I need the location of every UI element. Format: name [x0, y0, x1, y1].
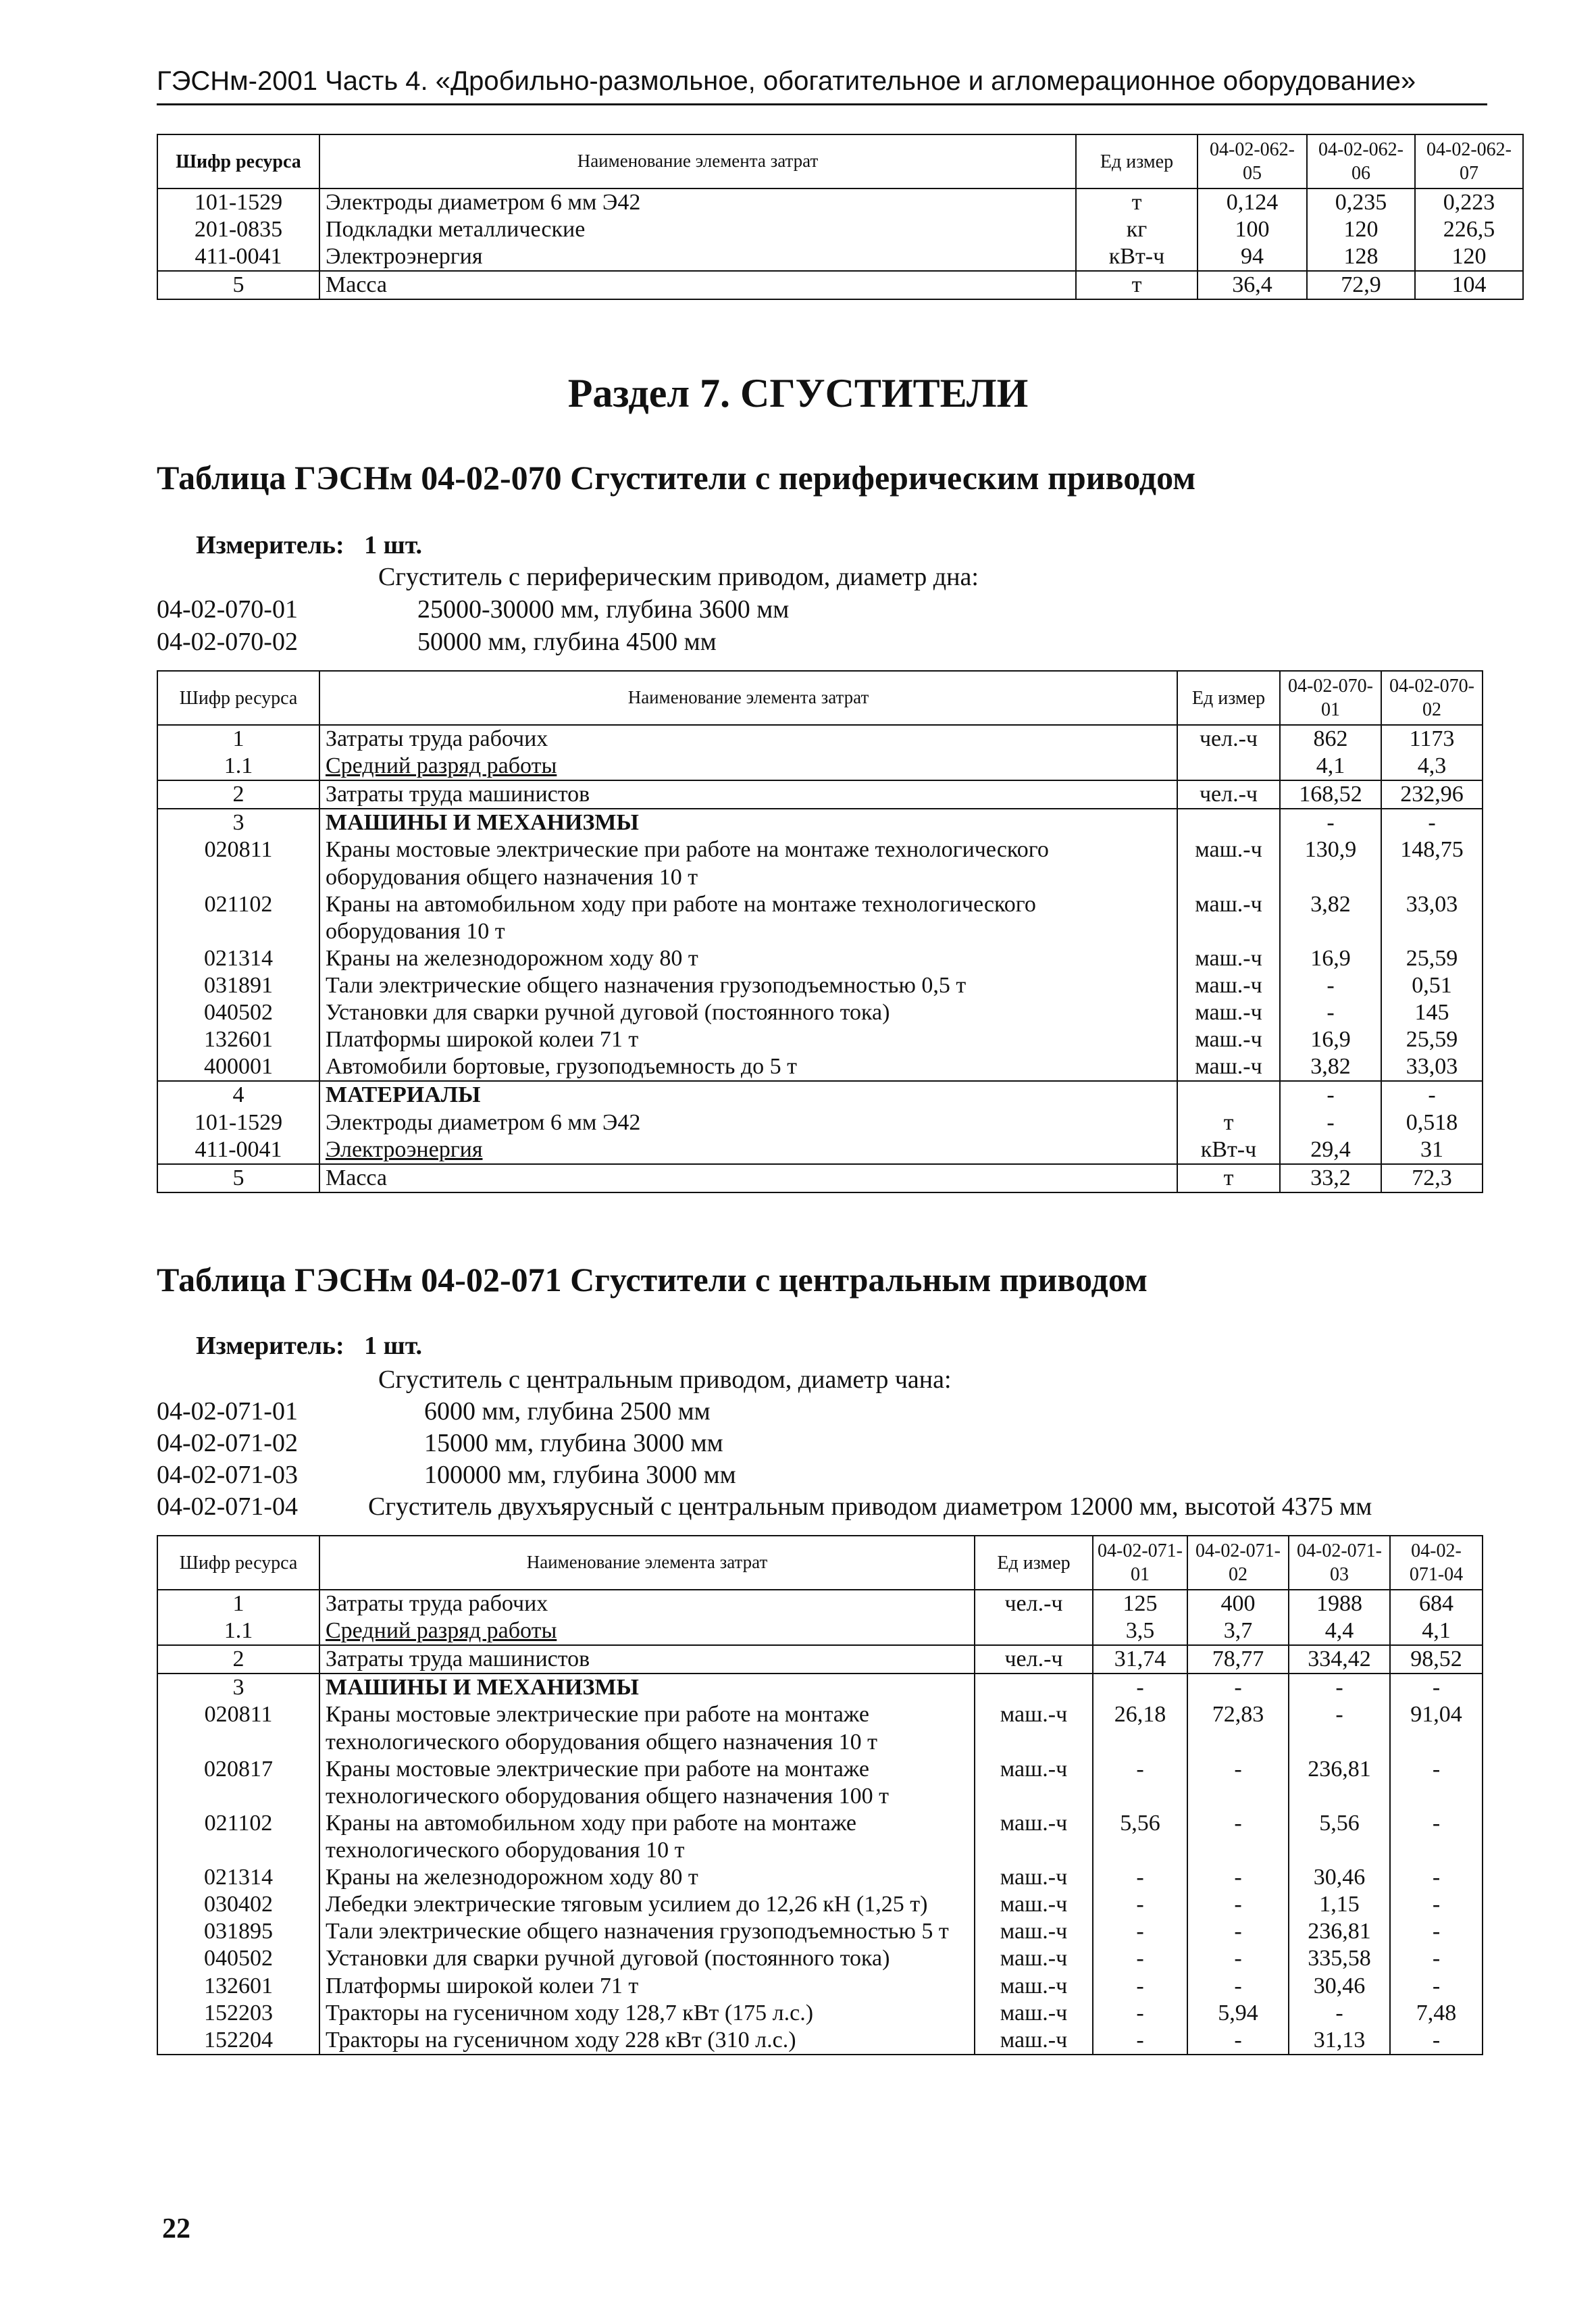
table-row: [157, 1109, 1483, 1136]
table-04-02-062-continuation: [157, 134, 1524, 300]
value: -: [1390, 1973, 1483, 2000]
value: 29,4: [1280, 1136, 1381, 1164]
header-code: Шифр ресурса: [157, 1536, 319, 1590]
resource-code: 101-1529: [157, 188, 319, 216]
value: -: [1187, 2027, 1289, 2055]
value: 1988: [1289, 1590, 1390, 1617]
resource-code: 2: [157, 780, 319, 809]
unit: т: [1076, 271, 1198, 299]
resource-code: 030402: [157, 1891, 319, 1918]
variant-code: 04-02-070-02: [157, 628, 298, 656]
table-header-row: [157, 1536, 1483, 1590]
value: -: [1187, 1810, 1289, 1864]
value: -: [1187, 1945, 1289, 1972]
value: -: [1289, 2000, 1390, 2027]
resource-name: Затраты труда рабочих: [319, 725, 1177, 753]
table-row: [157, 1026, 1483, 1053]
value: 31,74: [1093, 1645, 1187, 1674]
resource-name: Средний разряд работы: [319, 753, 1177, 780]
value: 33,2: [1280, 1164, 1381, 1192]
value: 33,03: [1381, 1053, 1483, 1081]
resource-code: 152204: [157, 2027, 319, 2055]
value: -: [1280, 1081, 1381, 1109]
resource-name: Лебедки электрические тяговым усилием до 12,26 кН (1,25 т): [319, 1891, 975, 1918]
unit: маш.-ч: [975, 1918, 1093, 1945]
resource-code: 021102: [157, 1810, 319, 1864]
measure-label: Измеритель:: [196, 531, 344, 559]
value: -: [1093, 1918, 1187, 1945]
table-row: [157, 2027, 1483, 2055]
resource-code: 020811: [157, 1701, 319, 1755]
resource-name: МАШИНЫ И МЕХАНИЗМЫ: [319, 1674, 975, 1701]
resource-code: 021314: [157, 1864, 319, 1891]
header-col-1: 04-02-071-01: [1093, 1536, 1187, 1590]
value: 16,9: [1280, 945, 1381, 972]
table-row: [157, 1136, 1483, 1164]
resource-name: Электроэнергия: [319, 243, 1076, 271]
value: 30,46: [1289, 1864, 1390, 1891]
resource-code: 5: [157, 271, 319, 299]
resource-name: Краны на железнодорожном ходу 80 т: [319, 945, 1177, 972]
table-row: [157, 945, 1483, 972]
table-row: [157, 1810, 1483, 1864]
table-row: [157, 999, 1483, 1026]
unit: маш.-ч: [1177, 972, 1280, 999]
unit: маш.-ч: [1177, 999, 1280, 1026]
resource-name: Масса: [319, 271, 1076, 299]
resource-name: Тали электрические общего назначения грузоподъемностью 0,5 т: [319, 972, 1177, 999]
resource-name: Затраты труда машинистов: [319, 1645, 975, 1674]
value: 0,223: [1415, 188, 1523, 216]
table-row: [157, 1918, 1483, 1945]
unit: маш.-ч: [975, 1756, 1093, 1810]
unit: кВт-ч: [1076, 243, 1198, 271]
value: -: [1093, 1945, 1187, 1972]
unit: чел.-ч: [1177, 725, 1280, 753]
measure-070: [196, 530, 422, 560]
unit: т: [1177, 1109, 1280, 1136]
value: -: [1390, 1674, 1483, 1701]
variant-text: 25000-30000 мм, глубина 3600 мм: [417, 595, 790, 624]
resource-name: Тракторы на гусеничном ходу 228 кВт (310 л.с.): [319, 2027, 975, 2055]
value: -: [1187, 1891, 1289, 1918]
resource-code: 020811: [157, 836, 319, 890]
value: -: [1280, 999, 1381, 1026]
header-col-4: 04-02-071-04: [1390, 1536, 1483, 1590]
resource-code: 132601: [157, 1026, 319, 1053]
resource-name: Установки для сварки ручной дуговой (постоянного тока): [319, 1945, 975, 1972]
value: 400: [1187, 1590, 1289, 1617]
value: 128: [1307, 243, 1415, 271]
value: 72,83: [1187, 1701, 1289, 1755]
resource-name: Затраты труда рабочих: [319, 1590, 975, 1617]
unit: маш.-ч: [1177, 1026, 1280, 1053]
value: -: [1390, 1918, 1483, 1945]
table-row: [157, 188, 1523, 216]
resource-code: 400001: [157, 1053, 319, 1081]
table-row: [157, 1617, 1483, 1645]
table-row: [157, 1081, 1483, 1109]
resource-code: 020817: [157, 1756, 319, 1810]
value: 4,1: [1390, 1617, 1483, 1645]
table-row: [157, 780, 1483, 809]
header-name: Наименование элемента затрат: [319, 1536, 975, 1590]
table-row: [157, 1945, 1483, 1972]
value: 94: [1198, 243, 1307, 271]
value: 91,04: [1390, 1701, 1483, 1755]
unit: т: [1177, 1164, 1280, 1192]
table-row: [157, 809, 1483, 836]
value: -: [1093, 2000, 1187, 2027]
variant-text: 15000 мм, глубина 3000 мм: [424, 1429, 723, 1457]
resource-name: Тали электрические общего назначения грузоподъемностью 5 т: [319, 1918, 975, 1945]
value: -: [1093, 1674, 1187, 1701]
value: -: [1390, 1756, 1483, 1810]
value: 100: [1198, 216, 1307, 243]
table-title-070: Таблица ГЭСНм 04-02-070 Сгустители с периферическим приводом: [157, 459, 1196, 497]
variant-code: 04-02-071-02: [157, 1429, 298, 1457]
value: 31: [1381, 1136, 1483, 1164]
unit: маш.-ч: [1177, 836, 1280, 890]
header-unit: Ед измер: [1076, 134, 1198, 188]
resource-code: 031895: [157, 1918, 319, 1945]
table-04-02-070: [157, 670, 1483, 1193]
resource-code: 031891: [157, 972, 319, 999]
value: -: [1390, 1810, 1483, 1864]
table-title-071: Таблица ГЭСНм 04-02-071 Сгустители с центральным приводом: [157, 1261, 1148, 1299]
value: 4,1: [1280, 753, 1381, 780]
value: 98,52: [1390, 1645, 1483, 1674]
value: 36,4: [1198, 271, 1307, 299]
header-col-3: 04-02-071-03: [1289, 1536, 1390, 1590]
table-row: [157, 243, 1523, 271]
value: 232,96: [1381, 780, 1483, 809]
unit: маш.-ч: [975, 2000, 1093, 2027]
value: 5,56: [1093, 1810, 1187, 1864]
header-code: Шифр ресурса: [157, 671, 319, 725]
table-row: [157, 1701, 1483, 1755]
resource-name: Краны мостовые электрические при работе на монтаже технологического оборудования общего назначения 100 т: [319, 1756, 975, 1810]
value: 0,51: [1381, 972, 1483, 999]
value: -: [1093, 1891, 1187, 1918]
header-unit: Ед измер: [975, 1536, 1093, 1590]
section-title: Раздел 7. СГУСТИТЕЛИ: [567, 371, 1029, 416]
value: -: [1187, 1973, 1289, 2000]
resource-name: Автомобили бортовые, грузоподъемность до 5 т: [319, 1053, 1177, 1081]
table-row: [157, 891, 1483, 945]
header-col-2: 04-02-070-02: [1381, 671, 1483, 725]
resource-name: Платформы широкой колеи 71 т: [319, 1973, 975, 2000]
value: -: [1093, 1973, 1187, 2000]
header-col-2: 04-02-071-02: [1187, 1536, 1289, 1590]
value: -: [1390, 1864, 1483, 1891]
variants-intro: Сгуститель с центральным приводом, диаметр чана:: [378, 1365, 952, 1394]
value: -: [1280, 809, 1381, 836]
value: -: [1093, 1756, 1187, 1810]
resource-code: 411-0041: [157, 243, 319, 271]
variant-text: Сгуститель двухъярусный с центральным приводом диаметром 12000 мм, высотой 4375 мм: [368, 1492, 1372, 1521]
unit: маш.-ч: [1177, 945, 1280, 972]
table-row: [157, 725, 1483, 753]
unit: маш.-ч: [975, 1810, 1093, 1864]
measure-value: 1 шт.: [364, 1332, 423, 1360]
value: 862: [1280, 725, 1381, 753]
value: -: [1381, 809, 1483, 836]
resource-name: Электроды диаметром 6 мм Э42: [319, 1109, 1177, 1136]
resource-code: 021314: [157, 945, 319, 972]
value: 0,518: [1381, 1109, 1483, 1136]
value: 104: [1415, 271, 1523, 299]
unit: [975, 1617, 1093, 1645]
value: 145: [1381, 999, 1483, 1026]
value: 226,5: [1415, 216, 1523, 243]
value: 1173: [1381, 725, 1483, 753]
table-row: [157, 271, 1523, 299]
table-04-02-071: [157, 1535, 1483, 2055]
value: -: [1390, 1891, 1483, 1918]
table-row: [157, 972, 1483, 999]
resource-name: МАТЕРИАЛЫ: [319, 1081, 1177, 1109]
value: 3,82: [1280, 891, 1381, 945]
resource-code: 101-1529: [157, 1109, 319, 1136]
resource-code: 1.1: [157, 1617, 319, 1645]
value: 78,77: [1187, 1645, 1289, 1674]
value: -: [1280, 1109, 1381, 1136]
table-row: [157, 753, 1483, 780]
resource-code: 411-0041: [157, 1136, 319, 1164]
table-row: [157, 216, 1523, 243]
value: 236,81: [1289, 1918, 1390, 1945]
header-col-1: 04-02-062-05: [1198, 134, 1307, 188]
table-header-row: [157, 671, 1483, 725]
value: 7,48: [1390, 2000, 1483, 2027]
value: 125: [1093, 1590, 1187, 1617]
value: 5,94: [1187, 2000, 1289, 2027]
value: -: [1280, 972, 1381, 999]
value: 25,59: [1381, 1026, 1483, 1053]
unit: чел.-ч: [975, 1645, 1093, 1674]
header-name: Наименование элемента затрат: [319, 134, 1076, 188]
table-row: [157, 1973, 1483, 2000]
resource-code: 132601: [157, 1973, 319, 2000]
unit: [1177, 753, 1280, 780]
resource-name: Масса: [319, 1164, 1177, 1192]
resource-code: 201-0835: [157, 216, 319, 243]
resource-name: Краны на железнодорожном ходу 80 т: [319, 1864, 975, 1891]
unit: т: [1076, 188, 1198, 216]
header-col-1: 04-02-070-01: [1280, 671, 1381, 725]
resource-code: 021102: [157, 891, 319, 945]
value: 130,9: [1280, 836, 1381, 890]
value: 72,3: [1381, 1164, 1483, 1192]
variant-code: 04-02-071-03: [157, 1461, 298, 1489]
unit: кг: [1076, 216, 1198, 243]
unit: маш.-ч: [975, 1864, 1093, 1891]
value: 3,5: [1093, 1617, 1187, 1645]
value: -: [1289, 1674, 1390, 1701]
value: 26,18: [1093, 1701, 1187, 1755]
value: 1,15: [1289, 1891, 1390, 1918]
resource-name: МАШИНЫ И МЕХАНИЗМЫ: [319, 809, 1177, 836]
resource-code: 1: [157, 1590, 319, 1617]
header-name: Наименование элемента затрат: [319, 671, 1177, 725]
unit: маш.-ч: [975, 1701, 1093, 1755]
unit: [975, 1674, 1093, 1701]
resource-code: 040502: [157, 999, 319, 1026]
value: -: [1093, 2027, 1187, 2055]
unit: чел.-ч: [975, 1590, 1093, 1617]
value: 4,4: [1289, 1617, 1390, 1645]
measure-value: 1 шт.: [364, 531, 423, 559]
value: -: [1187, 1756, 1289, 1810]
measure-071: [196, 1331, 422, 1361]
table-row: [157, 2000, 1483, 2027]
resource-name: Краны мостовые электрические при работе на монтаже технологического оборудования общего назначения 10 т: [319, 836, 1177, 890]
resource-name: Краны на автомобильном ходу при работе на монтаже технологического оборудования 10 т: [319, 1810, 975, 1864]
value: 5,56: [1289, 1810, 1390, 1864]
resource-code: 040502: [157, 1945, 319, 1972]
page-number: 22: [162, 2213, 190, 2244]
value: 0,124: [1198, 188, 1307, 216]
table-row: [157, 1756, 1483, 1810]
value: -: [1093, 1864, 1187, 1891]
value: 236,81: [1289, 1756, 1390, 1810]
value: 33,03: [1381, 891, 1483, 945]
value: -: [1289, 1701, 1390, 1755]
value: 25,59: [1381, 945, 1483, 972]
unit: [1177, 1081, 1280, 1109]
value: 120: [1307, 216, 1415, 243]
table-row: [157, 1891, 1483, 1918]
resource-name: Средний разряд работы: [319, 1617, 975, 1645]
value: 148,75: [1381, 836, 1483, 890]
resource-name: Электроэнергия: [319, 1136, 1177, 1164]
resource-code: 1.1: [157, 753, 319, 780]
variant-text: 6000 мм, глубина 2500 мм: [424, 1397, 711, 1426]
value: -: [1187, 1674, 1289, 1701]
resource-name: Краны мостовые электрические при работе на монтаже технологического оборудования общего назначения 10 т: [319, 1701, 975, 1755]
value: -: [1187, 1918, 1289, 1945]
measure-label: Измеритель:: [196, 1332, 344, 1360]
resource-code: 152203: [157, 2000, 319, 2027]
resource-name: Платформы широкой колеи 71 т: [319, 1026, 1177, 1053]
resource-name: Подкладки металлические: [319, 216, 1076, 243]
value: 72,9: [1307, 271, 1415, 299]
table-row: [157, 1864, 1483, 1891]
table-row: [157, 836, 1483, 890]
value: 16,9: [1280, 1026, 1381, 1053]
value: 3,7: [1187, 1617, 1289, 1645]
value: -: [1381, 1081, 1483, 1109]
value: 3,82: [1280, 1053, 1381, 1081]
value: 4,3: [1381, 753, 1483, 780]
header-code: Шифр ресурса: [157, 134, 319, 188]
variants-intro: Сгуститель с периферическим приводом, диаметр дна:: [378, 563, 979, 591]
value: 334,42: [1289, 1645, 1390, 1674]
value: 120: [1415, 243, 1523, 271]
table-row: [157, 1164, 1483, 1192]
value: -: [1390, 2027, 1483, 2055]
unit: маш.-ч: [1177, 1053, 1280, 1081]
value: 30,46: [1289, 1973, 1390, 2000]
resource-name: Электроды диаметром 6 мм Э42: [319, 188, 1076, 216]
running-header: ГЭСНм-2001 Часть 4. «Дробильно-размольное, обогатительное и агломерационное оборудование»: [157, 66, 1487, 105]
variant-code: 04-02-070-01: [157, 595, 298, 624]
value: 335,58: [1289, 1945, 1390, 1972]
variant-code: 04-02-071-04: [157, 1492, 298, 1521]
unit: маш.-ч: [975, 1945, 1093, 1972]
table-row: [157, 1674, 1483, 1701]
unit: маш.-ч: [1177, 891, 1280, 945]
unit: маш.-ч: [975, 2027, 1093, 2055]
table-row: [157, 1053, 1483, 1081]
resource-name: Затраты труда машинистов: [319, 780, 1177, 809]
unit: маш.-ч: [975, 1891, 1093, 1918]
table-row: [157, 1590, 1483, 1617]
value: 684: [1390, 1590, 1483, 1617]
unit: кВт-ч: [1177, 1136, 1280, 1164]
value: 168,52: [1280, 780, 1381, 809]
unit: чел.-ч: [1177, 780, 1280, 809]
variant-code: 04-02-071-01: [157, 1397, 298, 1426]
header-col-3: 04-02-062-07: [1415, 134, 1523, 188]
value: 31,13: [1289, 2027, 1390, 2055]
resource-code: 5: [157, 1164, 319, 1192]
unit: [1177, 809, 1280, 836]
resource-code: 2: [157, 1645, 319, 1674]
resource-code: 3: [157, 809, 319, 836]
value: 0,235: [1307, 188, 1415, 216]
resource-name: Установки для сварки ручной дуговой (постоянного тока): [319, 999, 1177, 1026]
table-header-row: [157, 134, 1523, 188]
value: -: [1187, 1864, 1289, 1891]
value: -: [1390, 1945, 1483, 1972]
resource-code: 1: [157, 725, 319, 753]
unit: маш.-ч: [975, 1973, 1093, 2000]
variant-text: 50000 мм, глубина 4500 мм: [417, 628, 717, 656]
header-unit: Ед измер: [1177, 671, 1280, 725]
header-col-2: 04-02-062-06: [1307, 134, 1415, 188]
resource-name: Краны на автомобильном ходу при работе на монтаже технологического оборудования 10 т: [319, 891, 1177, 945]
table-row: [157, 1645, 1483, 1674]
resource-code: 4: [157, 1081, 319, 1109]
variant-text: 100000 мм, глубина 3000 мм: [424, 1461, 736, 1489]
resource-code: 3: [157, 1674, 319, 1701]
resource-name: Тракторы на гусеничном ходу 128,7 кВт (175 л.с.): [319, 2000, 975, 2027]
